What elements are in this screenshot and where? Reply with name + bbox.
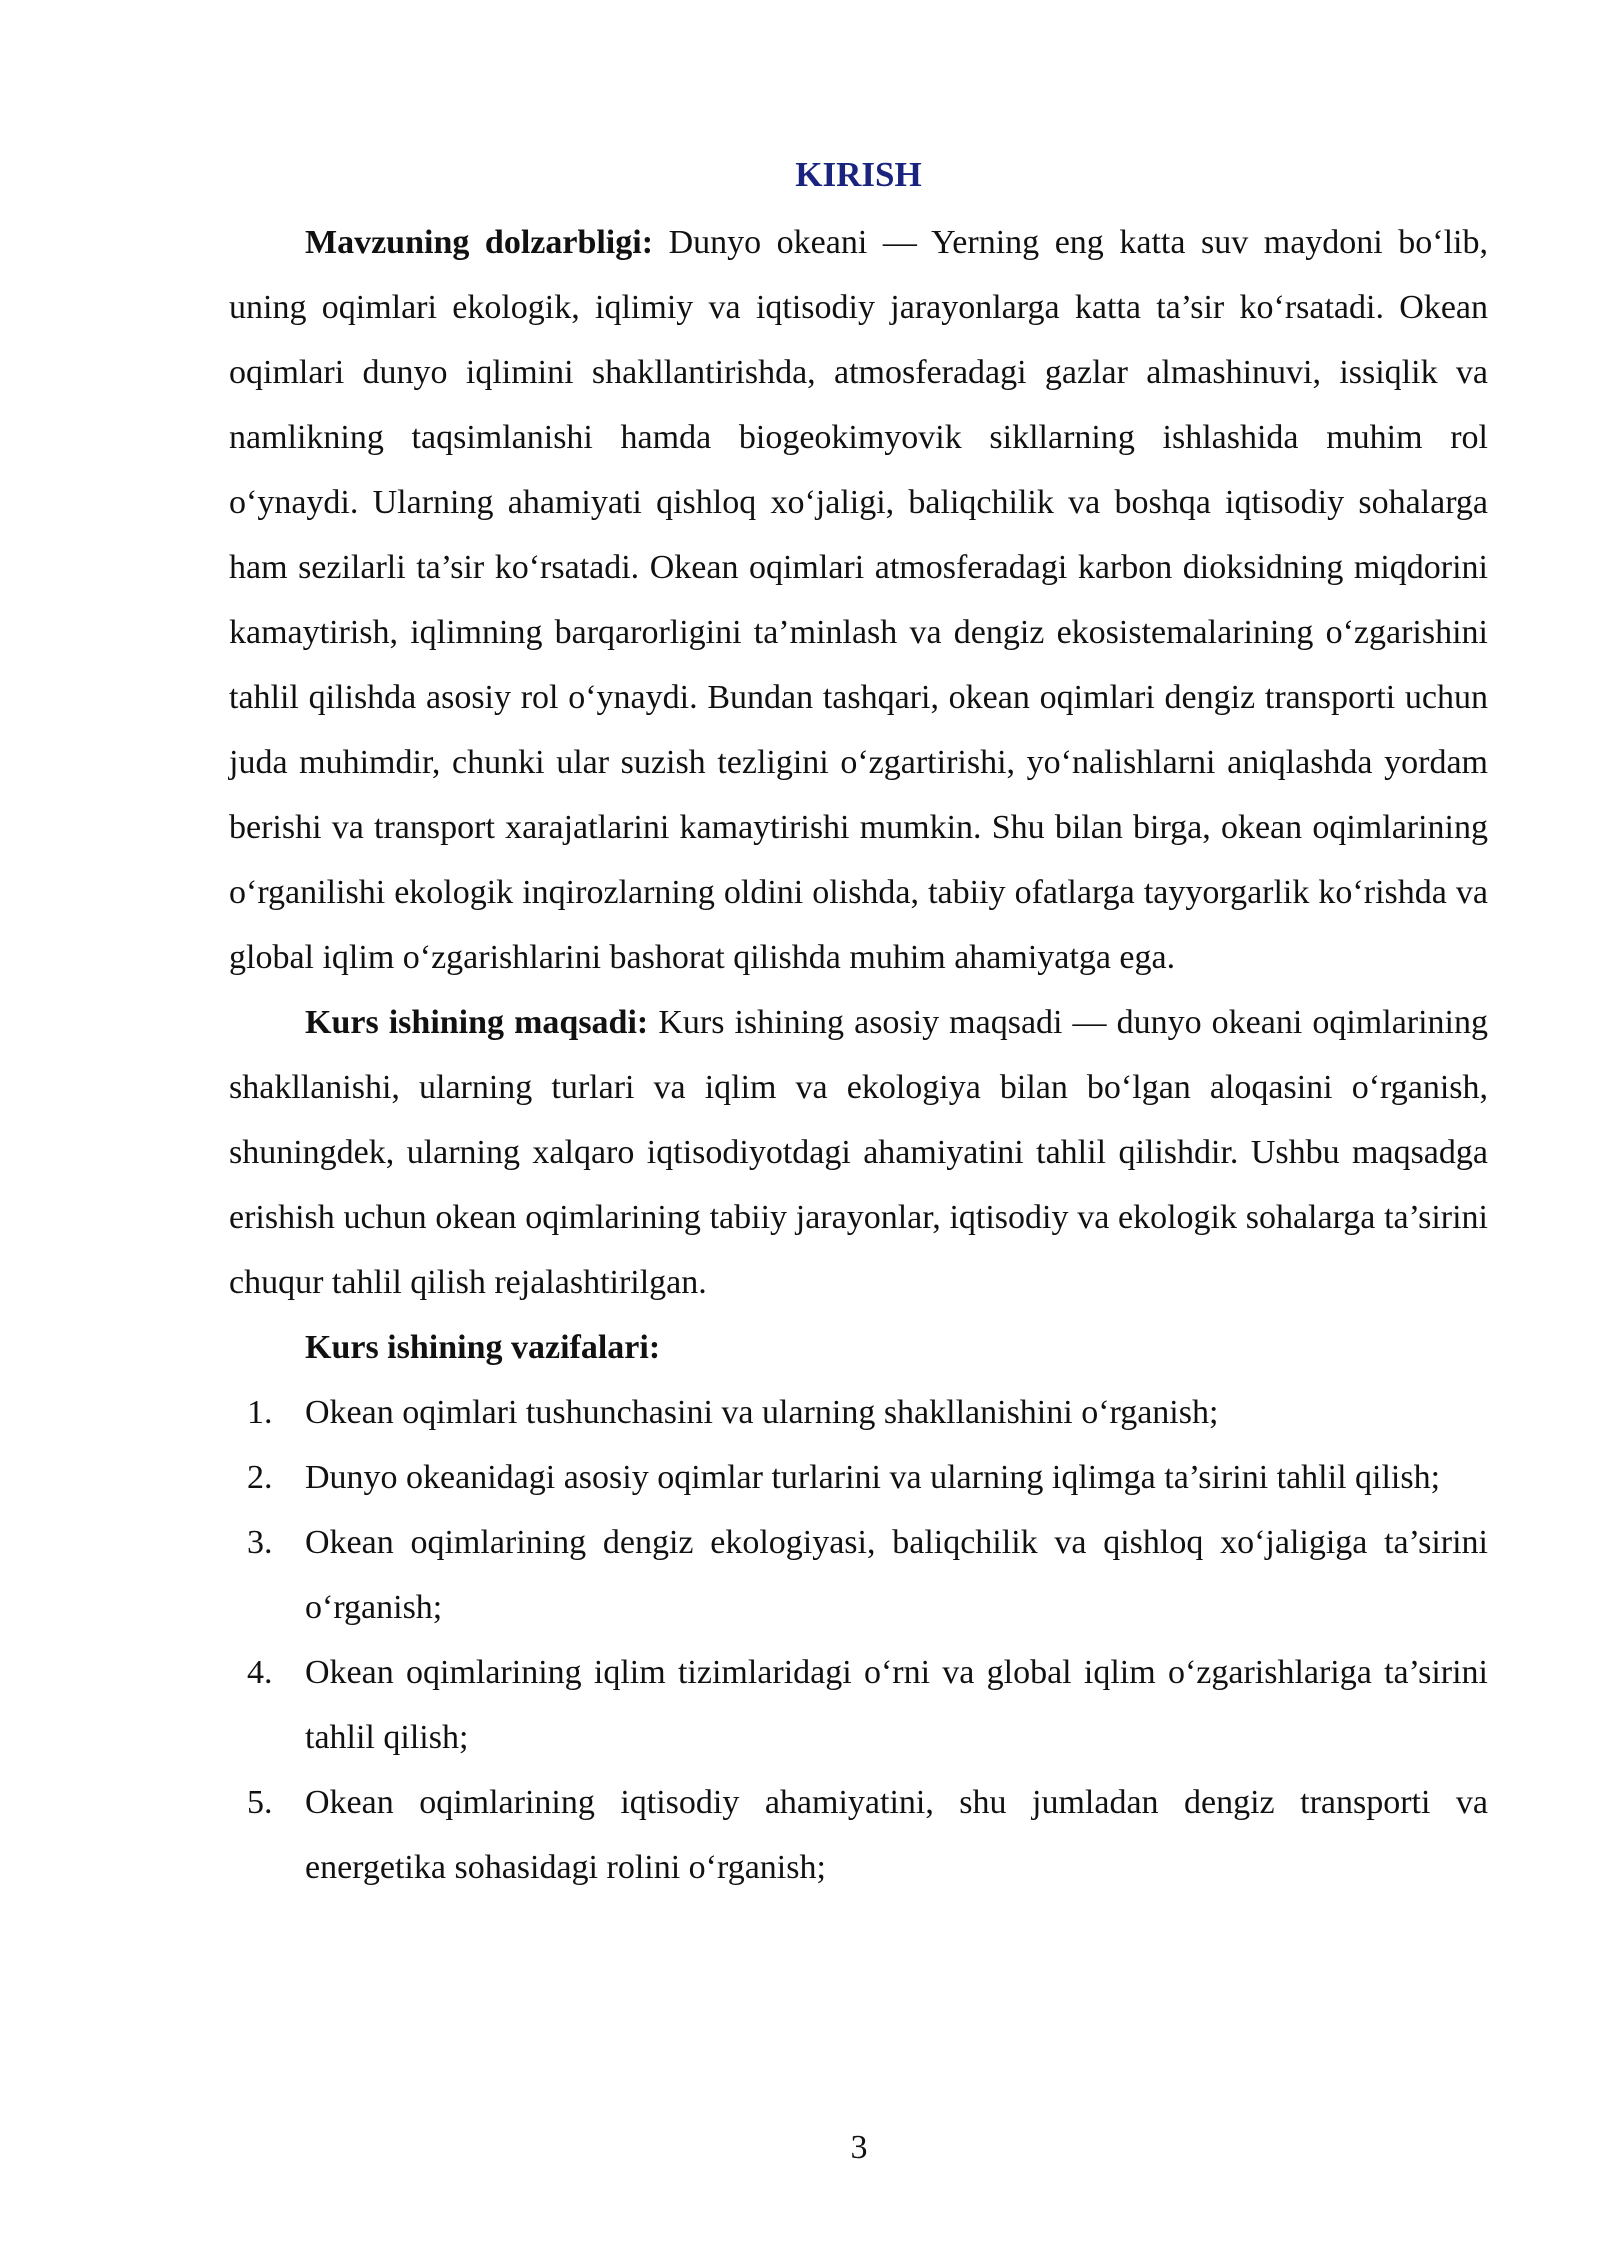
goal-text: Kurs ishining asosiy maqsadi — dunyo okeani oqimlarining shakllanishi, ularning turlari va iqlim va ekologiya bilan bo‘lgan aloqasini o‘rganish, shuningdek, ularning xalqaro iqtisodiyotdagi ahamiyatini tahlil qilishdir. Ushbu maqsadga erishish uchun okean oqimlarining tabiiy jarayonlar, iqtisodiy va ekologik sohalarga ta’sirini chuqur tahlil qilish rejalashtirilgan. [229, 1004, 1488, 1301]
list-item [229, 1770, 1488, 1900]
list-item [229, 1640, 1488, 1770]
page-title: KIRISH [795, 155, 922, 194]
page-number: 3 [850, 2129, 868, 2166]
list-item [229, 1510, 1488, 1640]
tasks-heading: Kurs ishining vazifalari: [305, 1329, 661, 1366]
relevance-label: Mavzuning dolzarbligi: [305, 224, 654, 261]
list-item-number: 4. [247, 1654, 273, 1691]
tasks-list [229, 1380, 1488, 1900]
list-item-text: Okean oqimlari tushunchasini va ularning shakllanishini o‘rganish; [305, 1394, 1219, 1431]
list-item [229, 1380, 1488, 1445]
list-item-text: Okean oqimlarining iqtisodiy ahamiyatini, shu jumladan dengiz transporti va energetika sohasidagi rolini o‘rganish; [305, 1784, 1488, 1886]
list-item [229, 1445, 1488, 1510]
list-item-number: 2. [247, 1459, 273, 1496]
list-item-number: 1. [247, 1394, 273, 1431]
list-item-text: Okean oqimlarining iqlim tizimlaridagi o‘rni va global iqlim o‘zgarishlariga ta’sirini tahlil qilish; [305, 1654, 1488, 1756]
relevance-paragraph [229, 210, 1488, 990]
relevance-text: Dunyo okeani — Yerning eng katta suv maydoni bo‘lib, uning oqimlari ekologik, iqlimiy va iqtisodiy jarayonlarga katta ta’sir ko‘rsatadi. Okean oqimlari dunyo iqlimini shakllantirishda, atmosferadagi gazlar almashinuvi, issiqlik va namlikning taqsimlanishi hamda biogeokimyovik sikllarning ishlashida muhim rol o‘ynaydi. Ularning ahamiyati qishloq xo‘jaligi, baliqchilik va boshqa iqtisodiy sohalarga ham sezilarli ta’sir ko‘rsatadi. Okean oqimlari atmosferadagi karbon dioksidning miqdorini kamaytirish, iqlimning barqarorligini ta’minlash va dengiz ekosistemalarining o‘zgarishini tahlil qilishda asosiy rol o‘ynaydi. Bundan tashqari, okean oqimlari dengiz transporti uchun juda muhimdir, chunki ular suzish tezligini o‘zgartirishi, yo‘nalishlarni aniqlashda yordam berishi va transport xarajatlarini kamaytirishi mumkin. Shu bilan birga, okean oqimlarining o‘rganilishi ekologik inqirozlarning oldini olishda, tabiiy ofatlarga tayyorgarlik ko‘rishda va global iqlim o‘zgarishlarini bashorat qilishda muhim ahamiyatga ega. [229, 224, 1489, 976]
list-item-number: 5. [247, 1784, 273, 1821]
document-page [229, 145, 1488, 1900]
goal-label: Kurs ishining maqsadi: [305, 1004, 649, 1041]
list-item-number: 3. [247, 1524, 273, 1561]
goal-paragraph [229, 990, 1488, 1315]
list-item-text: Dunyo okeanidagi asosiy oqimlar turlarini va ularning iqlimga ta’sirini tahlil qilish; [305, 1459, 1441, 1496]
list-item-text: Okean oqimlarining dengiz ekologiyasi, baliqchilik va qishloq xo‘jaligiga ta’sirini o‘rganish; [305, 1524, 1488, 1626]
